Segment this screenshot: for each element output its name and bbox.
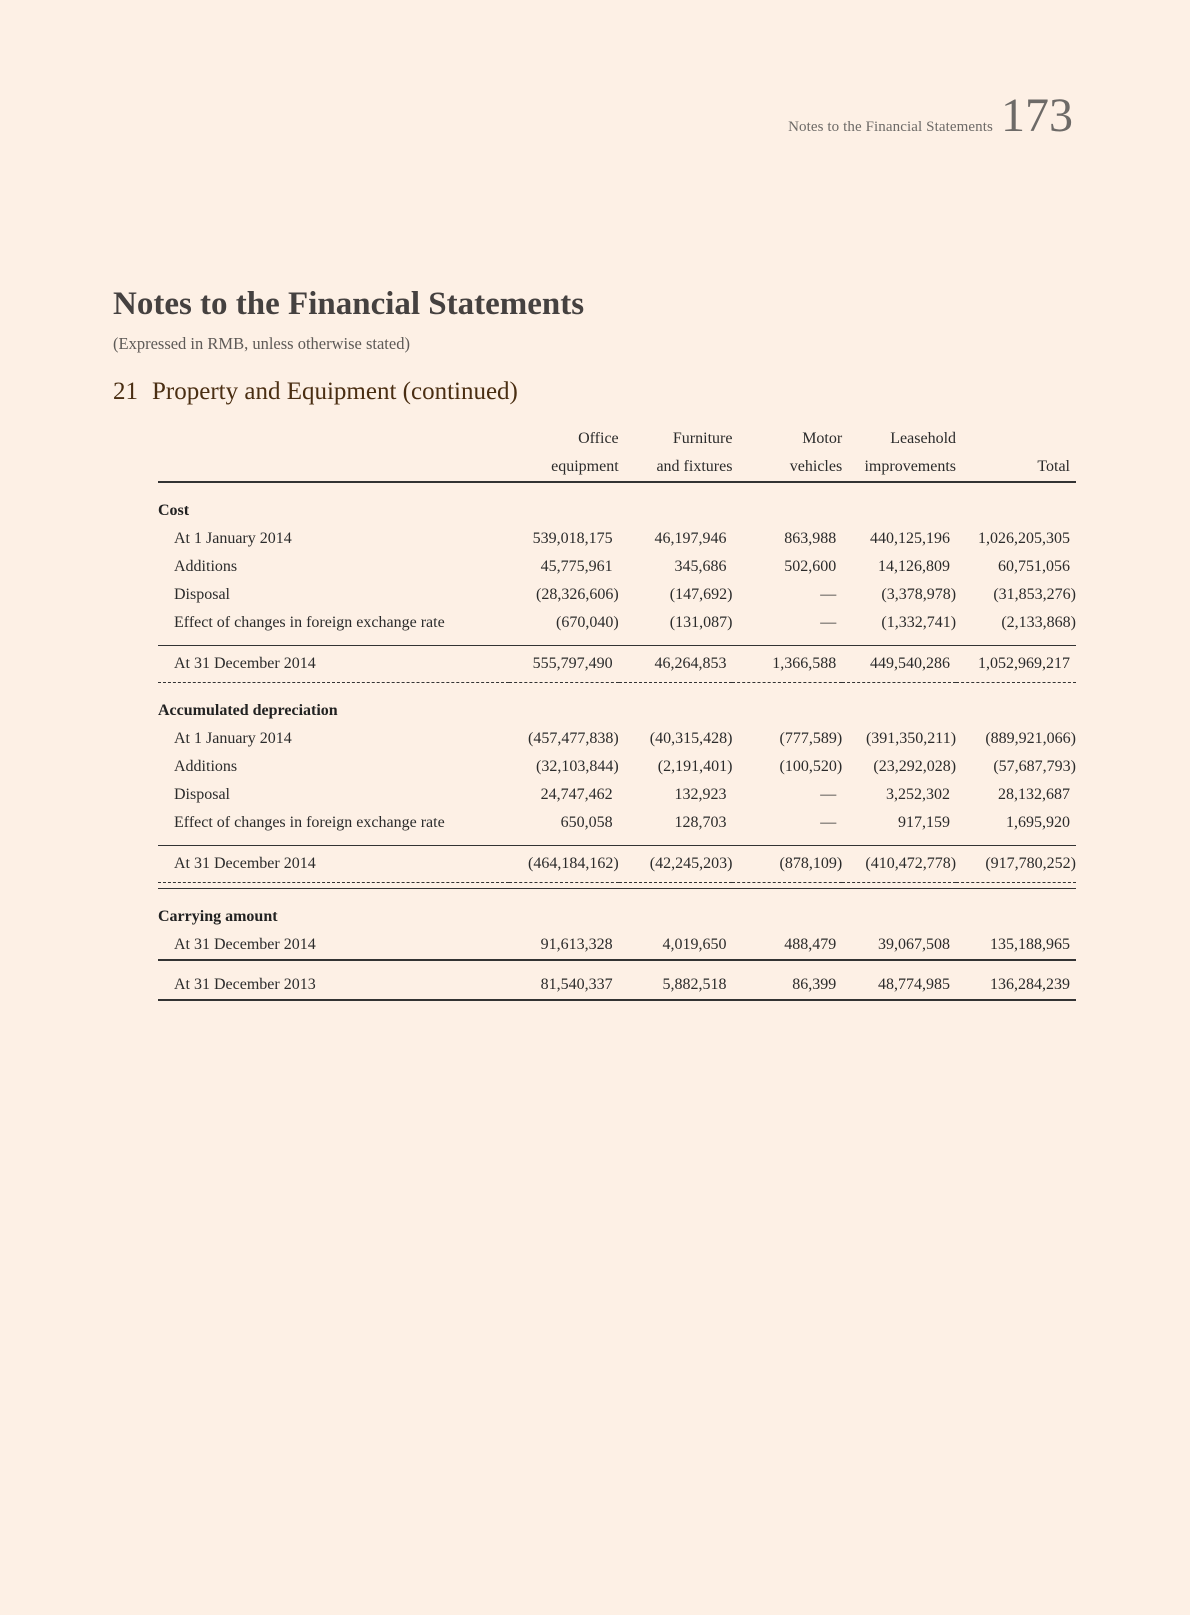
section-label: Carrying amount (158, 908, 278, 925)
cell-leasehold-improvements: (410,472,778) (842, 846, 956, 883)
depreciation-section (158, 683, 1076, 726)
col-header-motor-line1: Motor (802, 430, 843, 447)
cell-office-equipment: 539,018,175 (532, 530, 613, 547)
col-header-furniture-line1: Furniture (672, 430, 733, 447)
cell-total: 136,284,239 (956, 971, 1076, 1000)
cell-leasehold-improvements: 39,067,508 (842, 931, 956, 960)
col-header-total-line2: Total (956, 453, 1076, 482)
row-label: Disposal (174, 786, 230, 803)
col-header-office-line1: Office (578, 430, 619, 447)
table-row (158, 846, 1076, 883)
cell-motor-vehicles: — (820, 586, 837, 603)
cell-motor-vehicles: (777,589) (779, 730, 843, 747)
col-header-leasehold-line2: improvements (842, 453, 956, 482)
table-row (158, 971, 1076, 1000)
row-label: Effect of changes in foreign exchange rate (174, 614, 445, 631)
cell-furniture-fixtures: 46,264,853 (619, 646, 733, 683)
cost-section (158, 482, 1076, 525)
cell-leasehold-improvements: (3,378,978) (881, 586, 957, 603)
cost-heading-row (158, 497, 1076, 525)
table-row (158, 725, 1076, 753)
table-row (158, 781, 1076, 809)
table-row (158, 809, 1076, 837)
carrying-section (158, 889, 1076, 932)
running-head (788, 89, 1073, 142)
cell-furniture-fixtures: 128,703 (674, 814, 727, 831)
cell-leasehold-improvements: 440,125,196 (870, 530, 951, 547)
cell-office-equipment: 81,540,337 (509, 971, 619, 1000)
cell-furniture-fixtures: (2,191,401) (657, 758, 733, 775)
cell-furniture-fixtures: 132,923 (674, 786, 727, 803)
running-head-text: Notes to the Financial Statements (788, 119, 993, 135)
cost-total (158, 646, 1076, 683)
section-label: Cost (158, 502, 190, 519)
cell-total: 135,188,965 (956, 931, 1076, 960)
table-row (158, 525, 1076, 553)
col-header-office-line2: equipment (509, 453, 619, 482)
cell-total: 1,052,969,217 (956, 646, 1076, 683)
page-number: 173 (1001, 89, 1073, 142)
col-header-leasehold-line1: Leasehold (890, 430, 957, 447)
cell-office-equipment: 91,613,328 (509, 931, 619, 960)
col-header-furniture-line2: and fixtures (619, 453, 733, 482)
cell-total: 1,026,205,305 (978, 530, 1070, 547)
cell-motor-vehicles: — (820, 814, 837, 831)
page-subtitle: (Expressed in RMB, unless otherwise stated) (113, 334, 410, 353)
cell-motor-vehicles: 488,479 (732, 931, 842, 960)
row-label: At 1 January 2014 (174, 530, 292, 547)
row-label: At 31 December 2014 (158, 846, 509, 883)
cell-leasehold-improvements: 917,159 (898, 814, 951, 831)
cell-motor-vehicles: 86,399 (732, 971, 842, 1000)
table-row (158, 753, 1076, 781)
section-number: 21 (113, 378, 138, 405)
cell-furniture-fixtures: (40,315,428) (649, 730, 733, 747)
row-label: At 31 December 2013 (158, 971, 509, 1000)
cell-total: 60,751,056 (998, 558, 1070, 575)
cell-motor-vehicles: (100,520) (779, 758, 843, 775)
cell-furniture-fixtures: (131,087) (669, 614, 733, 631)
depreciation-heading-row (158, 697, 1076, 725)
cell-furniture-fixtures: (42,245,203) (619, 846, 733, 883)
cell-motor-vehicles: — (820, 614, 837, 631)
section-label: Accumulated depreciation (158, 702, 338, 719)
header-row-2 (158, 453, 1076, 482)
cell-furniture-fixtures: 4,019,650 (619, 931, 733, 960)
cell-motor-vehicles: 502,600 (784, 558, 837, 575)
cell-leasehold-improvements: 48,774,985 (842, 971, 956, 1000)
cell-furniture-fixtures: 5,882,518 (619, 971, 733, 1000)
header-row-1 (158, 425, 1076, 453)
cell-leasehold-improvements: (391,350,211) (865, 730, 957, 747)
cell-motor-vehicles: 1,366,588 (732, 646, 842, 683)
row-label: At 1 January 2014 (174, 730, 292, 747)
cell-office-equipment: 45,775,961 (540, 558, 613, 575)
cell-office-equipment: (28,326,606) (536, 586, 619, 603)
cost-rows (158, 525, 1076, 637)
row-label: Additions (174, 558, 238, 575)
table-row (158, 931, 1076, 960)
row-label: At 31 December 2014 (158, 646, 509, 683)
carrying-rows (158, 931, 1076, 1000)
cell-office-equipment: 24,747,462 (540, 786, 613, 803)
cell-leasehold-improvements: 14,126,809 (878, 558, 951, 575)
cell-motor-vehicles: — (820, 786, 837, 803)
cell-leasehold-improvements: (23,292,028) (873, 758, 957, 775)
depreciation-total (158, 846, 1076, 883)
row-label: Disposal (174, 586, 230, 603)
col-header-total-line1 (956, 425, 1076, 453)
page-title: Notes to the Financial Statements (113, 286, 585, 322)
row-label: At 31 December 2014 (158, 931, 509, 960)
cell-office-equipment: (670,040) (556, 614, 619, 631)
cell-furniture-fixtures: (147,692) (669, 586, 733, 603)
cell-leasehold-improvements: 449,540,286 (842, 646, 956, 683)
row-label: Additions (174, 758, 238, 775)
cell-office-equipment: (457,477,838) (528, 730, 619, 747)
carrying-heading-row (158, 903, 1076, 931)
table-row (158, 609, 1076, 637)
col-header-motor-line2: vehicles (732, 453, 842, 482)
row-label: Effect of changes in foreign exchange rate (174, 814, 445, 831)
cell-office-equipment: 555,797,490 (509, 646, 619, 683)
cell-office-equipment: (464,184,162) (509, 846, 619, 883)
cell-leasehold-improvements: 3,252,302 (886, 786, 951, 803)
cell-total: (57,687,793) (993, 758, 1076, 775)
cell-total: (889,921,066) (985, 730, 1076, 747)
section-title: Property and Equipment (continued) (152, 378, 518, 405)
cell-furniture-fixtures: 46,197,946 (654, 530, 727, 547)
cell-office-equipment: (32,103,844) (536, 758, 619, 775)
section-heading (113, 378, 518, 406)
table-row (158, 553, 1076, 581)
cell-motor-vehicles: 863,988 (784, 530, 837, 547)
cell-total: (31,853,276) (993, 586, 1076, 603)
depreciation-rows (158, 725, 1076, 837)
cell-total: (917,780,252) (956, 846, 1076, 883)
cell-motor-vehicles: (878,109) (732, 846, 842, 883)
cell-furniture-fixtures: 345,686 (674, 558, 727, 575)
cell-leasehold-improvements: (1,332,741) (881, 614, 957, 631)
property-equipment-table (158, 425, 1076, 1001)
cell-total: 1,695,920 (1006, 814, 1070, 831)
cell-total: 28,132,687 (998, 786, 1070, 803)
cell-total: (2,133,868) (1001, 614, 1076, 631)
table-row (158, 646, 1076, 683)
cell-office-equipment: 650,058 (560, 814, 613, 831)
table-row (158, 581, 1076, 609)
